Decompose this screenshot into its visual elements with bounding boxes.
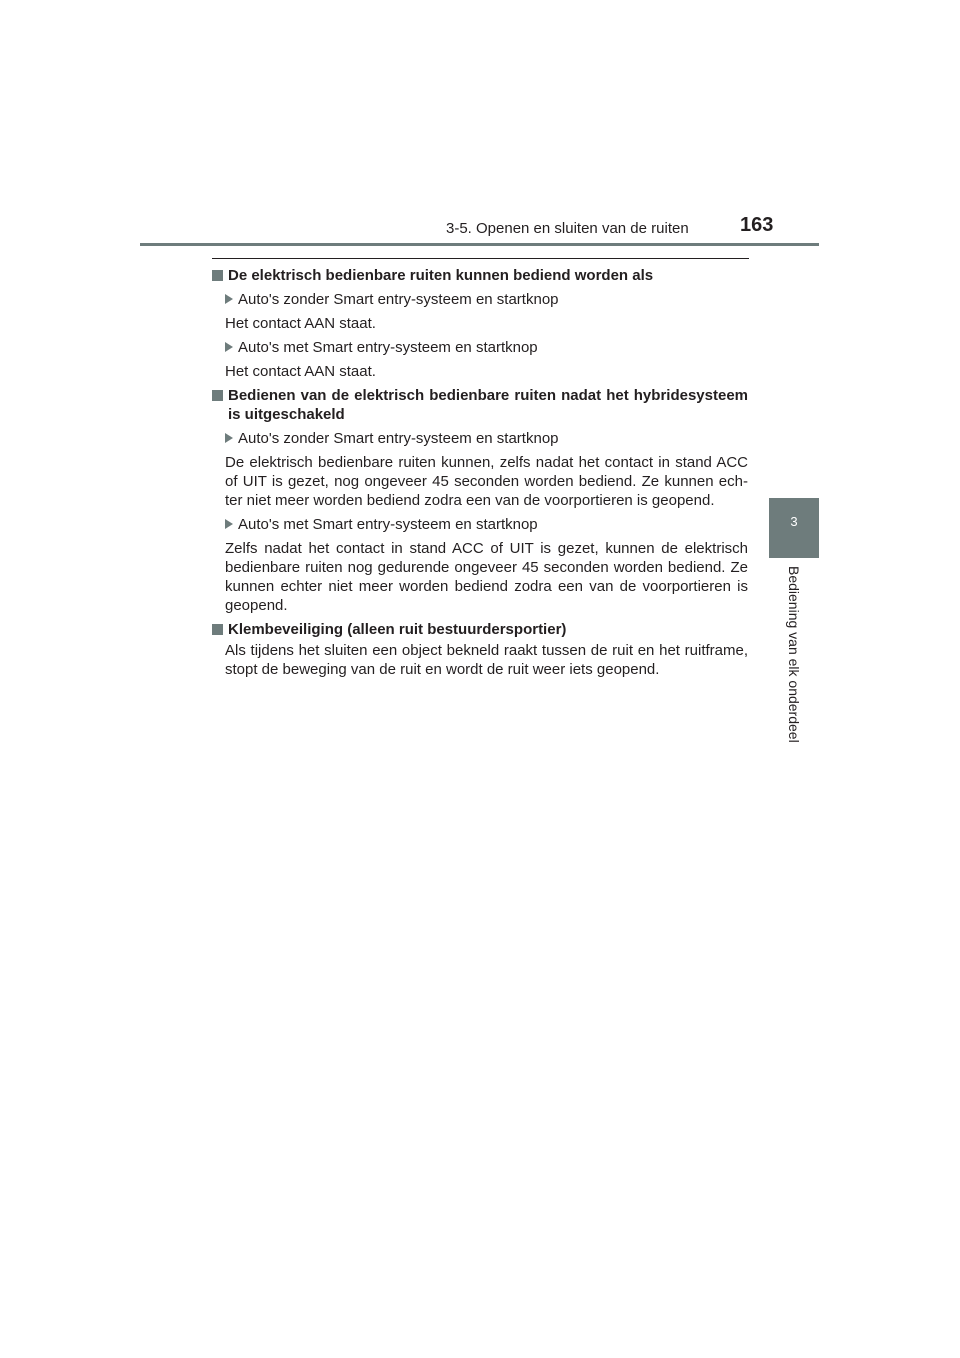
section-heading — [212, 266, 748, 285]
page-content — [212, 266, 748, 684]
square-bullet-icon — [212, 390, 223, 401]
body-paragraph: Als tijdens het sluiten een object bekneld raakt tussen de ruit en het ruitframe, stopt de beweging van de ruit en wordt de ruit weer iets geopend. — [225, 642, 748, 678]
square-bullet-icon — [212, 270, 223, 281]
content-divider — [212, 258, 749, 259]
page-number: 163 — [740, 214, 774, 236]
body-paragraph: De elektrisch bedienbare ruiten kunnen, zelfs nadat het contact in stand ACC of UIT is gezet, nog ongeveer 45 seconden worden bediend. Ze kunnen ech-ter niet meer worden bediend zodra een van de voorportieren is geopend. — [225, 454, 748, 509]
condition-text: Auto's zonder Smart entry-systeem en startknop — [238, 291, 559, 308]
triangle-bullet-icon — [225, 519, 233, 529]
section-heading — [212, 386, 748, 424]
condition-item — [225, 515, 748, 534]
body-paragraph: Zelfs nadat het contact in stand ACC of UIT is gezet, kunnen de elektrisch bedienbare ruiten nog gedurende ongeveer 45 seconden worden bediend. Ze kunnen echter niet meer worden bediend zodra een van de voorportieren is geopend. — [225, 540, 748, 614]
page-section-title: 3-5. Openen en sluiten van de ruiten — [446, 220, 689, 237]
section-heading-text: Bedienen van de elektrisch bedienbare ruiten nadat het hybridesysteem is uitgeschakeld — [228, 387, 748, 423]
triangle-bullet-icon — [225, 294, 233, 304]
header-divider — [140, 243, 819, 246]
condition-text: Auto's met Smart entry-systeem en startknop — [238, 516, 538, 533]
body-paragraph: Het contact AAN staat. — [225, 315, 376, 332]
chapter-number: 3 — [790, 514, 798, 529]
chapter-title: Bediening van elk onderdeel — [786, 566, 802, 743]
condition-item — [225, 290, 748, 309]
square-bullet-icon — [212, 624, 223, 635]
body-paragraph: Het contact AAN staat. — [225, 363, 376, 380]
condition-text: Auto's met Smart entry-systeem en startknop — [238, 339, 538, 356]
section-heading-text: De elektrisch bedienbare ruiten kunnen bediend worden als — [228, 267, 654, 284]
condition-text: Auto's zonder Smart entry-systeem en startknop — [238, 430, 559, 447]
condition-item — [225, 429, 748, 448]
triangle-bullet-icon — [225, 342, 233, 352]
triangle-bullet-icon — [225, 433, 233, 443]
chapter-tab — [769, 498, 819, 558]
condition-item — [225, 338, 748, 357]
section-heading — [212, 620, 748, 639]
section-heading-text: Klembeveiliging (alleen ruit bestuurdersportier) — [228, 621, 567, 638]
